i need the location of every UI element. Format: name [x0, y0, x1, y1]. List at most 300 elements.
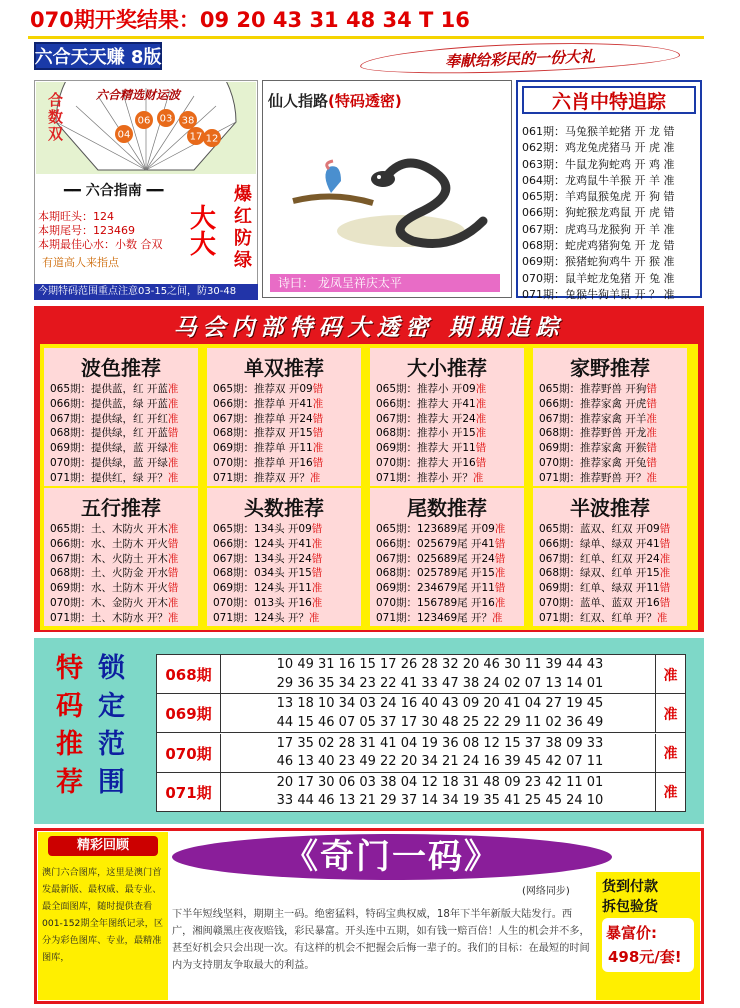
card-row — [213, 611, 361, 626]
card-row — [213, 471, 361, 486]
row-text: 066期：025679尾 开41 — [376, 537, 495, 550]
zodiac-row — [522, 205, 700, 221]
row-result: 准 — [311, 596, 323, 609]
number-row — [157, 734, 685, 773]
row-text: 070期：013头 开16 — [213, 596, 312, 609]
row-text: 069期：推荐大 开11 — [376, 442, 476, 455]
row-text: 070期：木、金防火 开木 — [50, 596, 168, 609]
period: 064期： — [522, 173, 565, 187]
qimen-title: 《奇门一码》 — [172, 834, 612, 880]
price-value: 498元/套! — [608, 948, 682, 966]
recommend-card — [370, 488, 524, 626]
zodiac-set: 兔猴牛狗羊鼠 — [565, 287, 635, 301]
row-text: 071期：推荐双 开？ — [213, 471, 310, 484]
row-result: 准 — [167, 596, 179, 609]
promo-paragraph: 下半年短线坚料，期期主一码。绝密猛料，特码宝典权威，18年下半年新版大陆发行。西广，湘闽赣黑庄夜夜赔钱，彩民暴富。开头连中五期，如有钱一赔百倍！人生的机会并不多，甚至好机会只会出现一次。有这样的机会不把握会后悔一辈子的。我们的目标：在最短的时间内为支持朋友争取最大的利益。 — [172, 909, 590, 971]
row-text: 068期：034头 开15 — [213, 567, 312, 580]
row-result: 错 — [312, 456, 324, 469]
card-row — [50, 537, 198, 552]
lock-char: 定 — [98, 691, 125, 722]
card-row — [50, 426, 198, 441]
card-row — [376, 522, 524, 537]
card-rows — [44, 382, 198, 486]
card-row — [213, 596, 361, 611]
card-row — [213, 441, 361, 456]
row-result: 准 — [659, 567, 671, 580]
period: 068期： — [522, 239, 565, 253]
period: 069期： — [522, 255, 565, 269]
recommend-card — [207, 488, 361, 626]
card-row — [539, 611, 687, 626]
row-text: 065期：推荐野兽 开狗 — [539, 383, 647, 395]
row-result: 错 — [494, 537, 506, 550]
daogao-text: 有道高人来指点 — [42, 256, 119, 269]
review-box — [38, 832, 168, 1000]
card-row — [376, 611, 524, 626]
row-result: 准 — [167, 456, 179, 469]
info-line-3: 本期最佳心水：小数 合双 — [38, 238, 163, 251]
card-row — [213, 426, 361, 441]
recommend-card — [44, 488, 198, 626]
zodiac-set: 虎鸡马龙猴狗 — [565, 222, 635, 236]
row-result: 错 — [312, 412, 324, 425]
card-row — [539, 581, 687, 596]
middle-title-a: 仙人指路 — [268, 92, 329, 110]
row-result: 错 — [167, 567, 179, 580]
card-row — [376, 426, 524, 441]
row-text: 068期：土、火防金 开水 — [50, 567, 168, 580]
heshu-label: 合数双 — [48, 91, 64, 143]
card-title: 半波推荐 — [570, 496, 650, 520]
card-row — [376, 456, 524, 471]
card-row — [376, 382, 524, 397]
period: 062期： — [522, 141, 565, 155]
fan-ball-number: 03 — [159, 113, 173, 125]
number-values — [223, 656, 657, 693]
open-label: 开 — [634, 125, 649, 138]
row-text: 070期：推荐大 开16 — [376, 456, 476, 469]
recommend-card — [44, 348, 198, 486]
row-result: 准 — [475, 412, 487, 425]
row-text: 067期：推荐大 开24 — [376, 412, 476, 425]
row-text: 065期：蓝双、红双 开09 — [539, 523, 660, 535]
row-text: 071期：推荐小 开？ — [376, 471, 473, 484]
guide-title: ━━ 六合指南 ━━ — [64, 183, 164, 199]
row-text: 068期：推荐野兽 开龙 — [539, 427, 647, 440]
number-values — [223, 735, 657, 772]
fan-ball-number: 12 — [205, 133, 219, 145]
number-line: 20 17 30 06 03 38 04 12 18 31 48 09 23 42 11 01 — [276, 774, 604, 790]
number-period: 068期 — [157, 655, 221, 694]
card-row — [539, 412, 687, 427]
row-result: 准 — [167, 383, 179, 395]
card-row — [376, 537, 524, 552]
zodiac-list — [522, 124, 700, 303]
card-row — [50, 522, 198, 537]
row-text: 071期：推荐野兽 开？ — [539, 471, 647, 484]
row-text: 066期：推荐大 开41 — [376, 397, 476, 410]
number-result: 准 — [655, 655, 685, 694]
open-label: 开 — [634, 190, 649, 204]
open-value: 猴 — [649, 255, 664, 269]
row-result: 准 — [312, 397, 324, 410]
number-values — [223, 695, 657, 732]
row-text: 069期：推荐单 开11 — [213, 442, 313, 455]
divider — [28, 36, 704, 39]
card-row — [539, 426, 687, 441]
number-result: 准 — [655, 734, 685, 773]
row-result: 错 — [659, 537, 671, 550]
lock-char: 锁 — [98, 653, 125, 684]
zodiac-set: 马兔猴羊蛇猪 — [565, 125, 635, 138]
dada-label: 大大 — [190, 204, 217, 260]
row-text: 070期：提供绿，蓝 开绿 — [50, 456, 168, 469]
number-line: 10 49 31 16 15 17 26 28 32 20 46 30 11 39 44 43 — [276, 657, 604, 672]
number-line: 13 18 10 34 03 24 16 40 43 09 20 41 04 27 19 45 — [276, 696, 604, 712]
open-value: 羊 — [649, 222, 664, 236]
fan-ball-number: 04 — [117, 129, 131, 141]
open-value: 兔 — [649, 271, 664, 285]
row-text: 066期：推荐单 开41 — [213, 397, 313, 410]
baohong-label: 爆红防绿 — [234, 184, 252, 271]
row-text: 066期：水、土防木 开火 — [50, 537, 168, 550]
card-row — [213, 382, 361, 397]
middle-title-b: (特码透密) — [328, 92, 402, 110]
right-title: 六肖中特追踪 — [522, 86, 696, 114]
card-row — [376, 412, 524, 427]
result: 错 — [663, 190, 675, 204]
card-row — [376, 471, 524, 486]
row-result: 准 — [494, 523, 506, 535]
row-text: 067期：红单、红双 开24 — [539, 552, 660, 565]
row-text: 068期：推荐小 开15 — [376, 427, 476, 440]
card-title: 家野推荐 — [570, 356, 650, 380]
card-row — [50, 412, 198, 427]
row-result: 准 — [472, 471, 484, 484]
row-text: 070期：推荐单 开16 — [213, 456, 313, 469]
row-result: 错 — [646, 442, 657, 455]
row-result: 准 — [167, 611, 179, 624]
card-row — [213, 552, 361, 567]
card-title: 单双推荐 — [244, 356, 324, 380]
row-text: 067期：134头 开24 — [213, 552, 312, 565]
number-line: 44 15 46 07 05 37 17 30 48 25 22 29 11 02 36 49 — [276, 714, 604, 730]
row-result: 准 — [656, 611, 668, 624]
zodiac-row — [522, 157, 700, 173]
number-line: 29 36 35 34 23 22 41 33 47 38 24 02 07 13 14 01 — [276, 675, 604, 691]
zodiac-set: 狗蛇猴龙鸡鼠 — [565, 206, 635, 220]
row-text: 071期：提供红，绿 开？ — [50, 471, 168, 484]
result: 准 — [663, 222, 675, 236]
slogan: 奉献给彩民的一份大礼 — [360, 38, 681, 77]
row-text: 069期：124头 开11 — [213, 582, 312, 595]
main-banner — [34, 306, 704, 342]
lock-char: 推 — [56, 729, 83, 760]
card-title: 尾数推荐 — [407, 496, 487, 520]
recommend-card — [533, 348, 687, 486]
row-text: 068期：提供绿，红 开蓝 — [50, 427, 168, 440]
card-row — [539, 441, 687, 456]
card-rows — [370, 382, 524, 486]
price-line-b: 拆包验货 — [602, 899, 658, 915]
card-row — [50, 456, 198, 471]
fan-ball-number: 38 — [181, 115, 195, 127]
lock-char: 范 — [98, 729, 125, 760]
row-text: 066期：124头 开41 — [213, 537, 312, 550]
card-row — [213, 566, 361, 581]
row-result: 错 — [167, 427, 179, 440]
zodiac-set: 蛇虎鸡猪狗兔 — [565, 239, 635, 253]
row-result: 准 — [167, 397, 179, 410]
row-result: 错 — [312, 383, 324, 395]
result: 准 — [663, 287, 675, 301]
card-title: 波色推荐 — [81, 356, 161, 380]
card-row — [50, 471, 198, 486]
result: 准 — [663, 255, 675, 269]
row-result: 错 — [311, 523, 323, 535]
row-text: 070期：推荐家禽 开兔 — [539, 456, 647, 469]
row-text: 071期：124头 开？ — [213, 611, 309, 624]
zodiac-row — [522, 173, 700, 189]
card-rows — [44, 522, 198, 626]
zodiac-row — [522, 271, 700, 287]
card-row — [213, 412, 361, 427]
guide-title-text: 六合指南 — [85, 183, 142, 199]
row-text: 067期：提供绿，红 开红 — [50, 412, 168, 425]
row-text: 069期：水、土防木 开火 — [50, 582, 168, 595]
row-text: 071期：红双、红单 开？ — [539, 611, 657, 624]
lock-char: 特 — [56, 653, 83, 684]
card-row — [539, 552, 687, 567]
card-row — [50, 397, 198, 412]
row-text: 069期：推荐家禽 开猴 — [539, 442, 647, 455]
price-box — [596, 872, 700, 1000]
card-rows — [533, 382, 687, 486]
open-value: 狗 — [649, 190, 664, 204]
row-result: 错 — [646, 383, 657, 395]
zodiac-set: 猴猪蛇狗鸡牛 — [565, 255, 635, 269]
brand-badge: 六合天天赚 8版 — [34, 42, 162, 70]
review-text: 澳门六合图库，这里是澳门首发最新版、最权威、最专业、最全面图库，随时提供查看001-152期全年图纸记录，区分为彩色图库、专业，最精准图库， — [42, 867, 164, 963]
card-row — [213, 456, 361, 471]
lock-col-1 — [56, 650, 90, 802]
price-label: 暴富价: — [606, 924, 657, 942]
row-result: 准 — [167, 552, 179, 565]
zodiac-row — [522, 287, 700, 303]
row-result: 错 — [475, 456, 487, 469]
row-text: 067期：木、火防土 开木 — [50, 552, 168, 565]
zodiac-row — [522, 124, 700, 140]
open-value: ？ — [649, 287, 664, 301]
grid-inner — [40, 344, 698, 630]
card-rows — [207, 522, 361, 626]
row-result: 准 — [491, 611, 503, 624]
card-rows — [533, 522, 687, 626]
row-text: 065期：提供蓝，红 开蓝 — [50, 383, 168, 395]
zodiac-set: 鸡龙兔虎猪马 — [565, 141, 635, 155]
card-row — [50, 382, 198, 397]
fan-ball-number: 17 — [189, 131, 203, 143]
row-result: 错 — [494, 582, 506, 595]
row-text: 071期：123469尾 开？ — [376, 611, 492, 624]
number-line: 33 44 46 13 21 29 37 14 34 19 35 41 25 45 24 10 — [276, 793, 604, 809]
row-result: 准 — [494, 596, 506, 609]
card-row — [50, 552, 198, 567]
period: 063期： — [522, 157, 565, 171]
snake-bird-illustration — [263, 81, 511, 297]
row-text: 070期：156789尾 开16 — [376, 596, 495, 609]
row-result: 错 — [659, 596, 671, 609]
open-label: 开 — [634, 157, 649, 171]
card-row — [213, 397, 361, 412]
card-row — [539, 566, 687, 581]
card-row — [376, 552, 524, 567]
card-row — [213, 522, 361, 537]
row-text: 069期：234679尾 开11 — [376, 582, 495, 595]
row-text: 066期：绿单、绿双 开41 — [539, 537, 660, 550]
lock-col-2 — [98, 650, 132, 802]
row-result: 准 — [311, 537, 323, 550]
result: 准 — [663, 157, 675, 171]
card-row — [539, 471, 687, 486]
row-text: 068期：推荐双 开15 — [213, 427, 313, 440]
row-result: 准 — [311, 582, 323, 595]
open-value: 龙 — [649, 239, 664, 253]
lock-char: 码 — [56, 691, 83, 722]
zodiac-row — [522, 189, 700, 205]
open-value: 鸡 — [649, 157, 664, 171]
card-rows — [207, 382, 361, 486]
row-result: 错 — [311, 552, 323, 565]
row-text: 066期：提供蓝，绿 开蓝 — [50, 397, 168, 410]
middle-title — [268, 90, 402, 111]
period: 071期： — [522, 287, 565, 301]
number-period: 071期 — [157, 773, 221, 812]
row-result: 准 — [646, 471, 657, 484]
recommend-card — [533, 488, 687, 626]
row-result: 错 — [475, 442, 487, 455]
number-row — [157, 655, 685, 694]
recommend-card — [370, 348, 524, 486]
result: 错 — [663, 206, 675, 220]
open-label: 开 — [634, 271, 649, 285]
fan-ball-number: 06 — [137, 115, 151, 127]
number-result: 准 — [655, 773, 685, 812]
number-line: 17 35 02 28 31 41 04 19 36 08 12 15 37 38 09 33 — [276, 735, 604, 751]
open-label: 开 — [634, 239, 649, 253]
row-text: 065期：土、木防火 开木 — [50, 523, 168, 535]
open-label: 开 — [634, 173, 649, 187]
zodiac-set: 羊鸡鼠猴兔虎 — [565, 190, 635, 204]
card-row — [539, 522, 687, 537]
card-row — [50, 566, 198, 581]
range-bar: 今期特码范围重点注意03-15之间，防30-48 — [34, 284, 258, 300]
top-bar — [0, 0, 740, 36]
period: 067期： — [522, 222, 565, 236]
row-text: 068期：绿双、红单 开15 — [539, 567, 660, 580]
card-rows — [370, 522, 524, 626]
zodiac-row — [522, 140, 700, 156]
row-text: 069期：提供绿，蓝 开绿 — [50, 442, 168, 455]
price-line-a: 货到付款 — [602, 879, 658, 895]
banner-text: 马会内部特码大透密 期期追踪 — [173, 315, 565, 341]
result-title: 070期开奖结果：09 20 43 31 48 34 T 16 — [30, 8, 470, 32]
row-result: 准 — [167, 442, 179, 455]
number-table — [156, 654, 686, 812]
number-period: 069期 — [157, 694, 221, 733]
recommend-card — [207, 348, 361, 486]
row-result: 准 — [308, 611, 320, 624]
zodiac-set: 鼠羊蛇龙兔猪 — [565, 271, 635, 285]
row-result: 错 — [311, 567, 323, 580]
zodiac-row — [522, 254, 700, 270]
result: 准 — [663, 141, 675, 155]
card-row — [376, 441, 524, 456]
card-row — [213, 581, 361, 596]
open-label: 开 — [634, 141, 649, 155]
row-result: 准 — [659, 552, 671, 565]
result: 准 — [663, 271, 675, 285]
open-value: 虎 — [649, 141, 664, 155]
result: 准 — [663, 173, 675, 187]
poem-bar: 诗曰： 龙凤呈祥庆太平 — [270, 274, 500, 292]
open-value: 龙 — [649, 125, 664, 138]
number-line: 46 13 40 23 49 22 20 34 21 24 16 39 45 42 07 11 — [276, 754, 604, 769]
open-label: 开 — [634, 255, 649, 269]
zodiac-row — [522, 238, 700, 254]
row-result: 错 — [659, 523, 671, 535]
row-text: 065期：134头 开09 — [213, 523, 312, 535]
fan-title: 六合精选财运波 — [96, 88, 181, 102]
card-row — [50, 611, 198, 626]
row-result: 错 — [646, 397, 657, 410]
row-result: 准 — [309, 471, 321, 484]
card-row — [50, 596, 198, 611]
row-result: 准 — [167, 471, 179, 484]
open-value: 虎 — [649, 206, 664, 220]
open-label: 开 — [634, 222, 649, 236]
row-text: 065期：推荐双 开09 — [213, 383, 313, 395]
row-result: 错 — [659, 582, 671, 595]
row-result: 准 — [167, 523, 179, 535]
open-label: 开 — [634, 206, 649, 220]
period: 066期： — [522, 206, 565, 220]
row-result: 错 — [494, 552, 506, 565]
price-tag — [602, 918, 694, 972]
period: 070期： — [522, 271, 565, 285]
row-text: 068期：025789尾 开15 — [376, 567, 495, 580]
row-text: 069期：红单、绿双 开11 — [539, 582, 660, 595]
card-row — [539, 456, 687, 471]
info-line-2: 本期尾号：123469 — [38, 224, 135, 237]
result: 错 — [663, 125, 675, 138]
row-result: 错 — [167, 582, 179, 595]
number-row — [157, 773, 685, 812]
row-text: 065期：123689尾 开09 — [376, 523, 495, 535]
zodiac-set: 龙鸡鼠牛羊猴 — [565, 173, 635, 187]
number-period: 070期 — [157, 734, 221, 773]
row-text: 071期：土、木防水 开？ — [50, 611, 168, 624]
lock-char: 荐 — [56, 767, 83, 798]
result: 错 — [663, 239, 675, 253]
card-title: 头数推荐 — [244, 496, 324, 520]
row-result: 准 — [494, 567, 506, 580]
card-row — [376, 566, 524, 581]
row-result: 准 — [167, 412, 179, 425]
middle-panel — [262, 80, 512, 298]
row-result: 准 — [646, 427, 657, 440]
card-row — [539, 537, 687, 552]
